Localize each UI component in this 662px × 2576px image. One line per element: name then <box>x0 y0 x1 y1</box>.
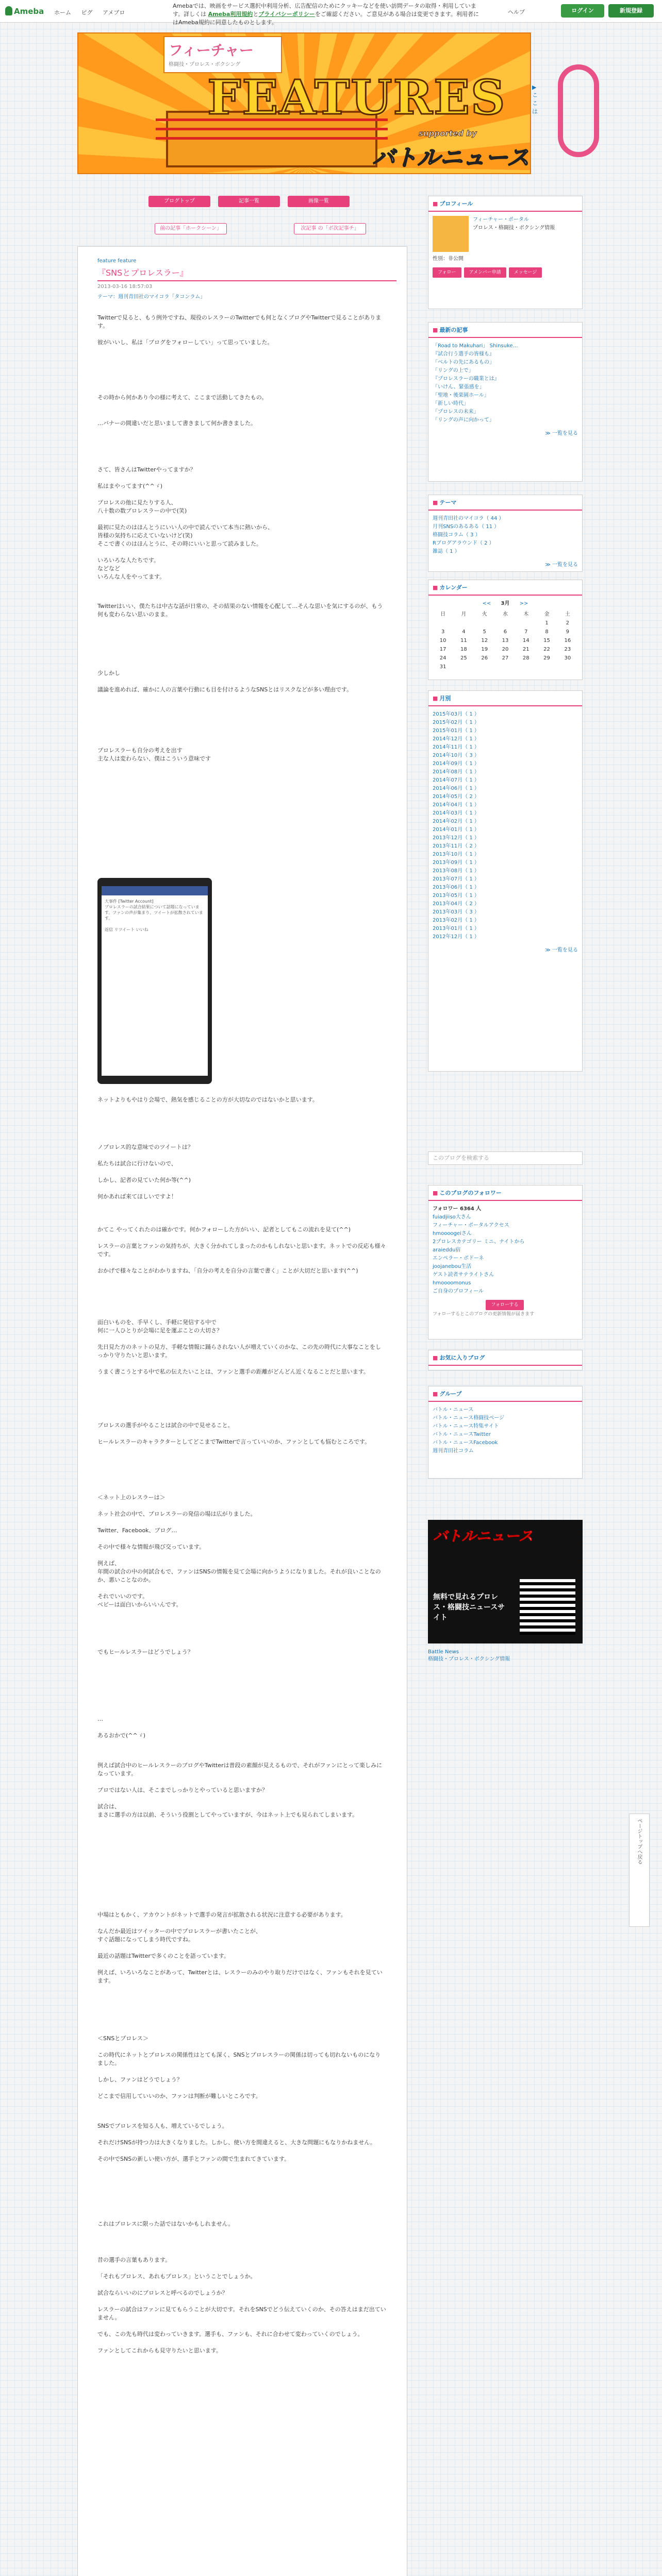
article-paragraph: 中場はともかく、アカウントがネットで選手の発言が拡散される状況に注意する必要があります。 なんだか最近はツイッターの中でプロレスラーが書いたことが、 すぐ話題になってしまう時代ですね。 最近の話題はTwitterで多くのことを語っています。 例えば、いろいろなことがあって、Twitterとは、レスラーのみのやり取りだけではなく、ファンもそれを見ています。 <box>97 1911 383 1984</box>
ad-title: バトルニュース <box>433 1528 534 1545</box>
calendar-weekday: 土 <box>565 611 570 617</box>
qr-code-icon <box>520 1579 575 1635</box>
nav-image-list[interactable]: 画像一覧 <box>288 196 350 207</box>
calendar-day[interactable]: 4 <box>462 629 466 635</box>
calendar-day <box>433 619 453 628</box>
logo-text: Ameba <box>14 7 44 16</box>
archive-link[interactable]: 2013年02月（ 1 ） <box>433 918 479 923</box>
calendar-day[interactable]: 3 <box>441 629 445 635</box>
archive-link[interactable]: 2014年08月（ 1 ） <box>433 769 479 775</box>
prev-entry-link[interactable]: 前の記事「ホークシーン」 <box>155 223 227 234</box>
blog-title-box <box>163 36 282 73</box>
archive-link[interactable]: 2014年01月（ 1 ） <box>433 827 479 833</box>
calendar-day[interactable]: 16 <box>564 637 571 643</box>
calendar-day[interactable]: 20 <box>502 646 509 652</box>
calendar-day <box>495 619 516 628</box>
themes-list <box>428 511 582 560</box>
followers-count: フォロワー 6364 人 <box>433 1206 482 1212</box>
group-link[interactable]: バトル・ニュース格闘技ページ <box>433 1415 505 1421</box>
banner-link-text: ここは <box>532 92 538 115</box>
article-paragraph: 面白いものを、手早くし、手軽に発信する中で 何に一人ひとりが会場に足を運ぶことの大切さ？ 先日見た方のネットの見方、手軽な情報に踊らされない人が増えていくのかな、この先の時代に大事なことをしっかり守りたいと思います。 うまく書こうとする中で私の伝えたいことは、ファンと選手の距離がどんどん近くなることだと思います。 <box>97 1319 381 1375</box>
theme-link[interactable]: 月刊SNSのあるある（ 11 ） <box>433 524 500 530</box>
calendar-weekday: 月 <box>461 611 467 617</box>
nav-home[interactable]: ホーム <box>54 9 71 16</box>
notice-text-2: をご確認ください。ご意見がある場合は変更できます。利用者にはAmeba規約に同意したものとします。 <box>173 11 479 26</box>
latest-entry-link[interactable]: 「リングの上で」 <box>433 368 474 374</box>
calendar-day[interactable]: 25 <box>460 655 467 661</box>
nav-blog-top[interactable]: ブログトップ <box>148 196 210 207</box>
archive-heading: ■ 月別 <box>428 691 582 706</box>
latest-entry-link[interactable]: 「聖地・後楽園ホール」 <box>433 393 489 398</box>
group-link[interactable]: バトル・ニュース <box>433 1407 474 1413</box>
message-button[interactable]: メッセージ <box>509 267 542 278</box>
follower-item[interactable]: araieddu宿 <box>433 1247 461 1253</box>
top-bar <box>0 0 662 26</box>
nav-entry-list[interactable]: 記事一覧 <box>218 196 280 207</box>
ad-caption-1: Battle News <box>428 1649 459 1655</box>
group-link[interactable]: 週刊青田社コラム <box>433 1448 474 1454</box>
followers-list <box>433 1213 578 1296</box>
calendar-day[interactable]: 7 <box>524 629 528 635</box>
article-paragraph: プロレスラーも自分の考えを出す 主な人は変わらない、僕はこういう意味です <box>97 747 211 762</box>
supported-by-text: supported by <box>419 129 477 138</box>
calendar-day <box>474 619 495 628</box>
calendar-prev[interactable]: << <box>482 601 491 606</box>
themes-widget <box>428 495 583 572</box>
archive-link[interactable]: 2014年07月（ 1 ） <box>433 777 479 783</box>
archive-link[interactable]: 2013年08月（ 1 ） <box>433 868 479 874</box>
latest-more-link[interactable]: ≫ 一覧を見る <box>545 431 578 436</box>
next-entry-link[interactable]: 次記事 の「ボ次記事チ」 <box>294 223 366 234</box>
archive-more-link[interactable]: ≫ 一覧を見る <box>545 947 578 953</box>
calendar-day[interactable]: 18 <box>460 646 467 652</box>
help-link[interactable]: ヘルプ <box>508 9 525 15</box>
article-theme-link[interactable]: テーマ：週刊青田社のマイコラ「タコンラム」 <box>97 294 206 300</box>
archive-list <box>428 706 582 945</box>
blog-main-nav <box>148 196 365 206</box>
latest-heading: ■ 最新の記事 <box>428 323 582 338</box>
article-paragraph: これはプロレスに限った話ではないかもしれません。 <box>97 2221 234 2227</box>
followers-widget <box>428 1185 583 1340</box>
calendar-day[interactable]: 6 <box>503 629 507 635</box>
theme-link[interactable]: Rブログアラウンド（ 2 ） <box>433 540 494 546</box>
calendar-weekday: 木 <box>523 611 529 617</box>
themes-more-link[interactable]: ≫ 一覧を見る <box>545 562 578 568</box>
archive-link[interactable]: 2013年03月（ 3 ） <box>433 909 479 915</box>
follower-item[interactable]: hmoooomonus <box>433 1280 471 1286</box>
archive-link[interactable]: 2015年02月（ 1 ） <box>433 720 479 725</box>
calendar-day[interactable]: 24 <box>439 655 446 661</box>
themes-more-label: 一覧を見る <box>552 562 578 568</box>
calendar-next[interactable]: >> <box>519 601 528 606</box>
notice-text: Amebaでは、映画をサービス選択中利用分析、広告配信のためにクッキーなどを使い訪問データの取得・利用しています。詳しくは <box>173 3 476 18</box>
calendar-day[interactable]: 9 <box>566 629 570 635</box>
calendar-day <box>536 663 557 671</box>
calendar-day <box>453 619 474 628</box>
register-button[interactable]: 新規登録 <box>608 4 654 18</box>
latest-entry-link[interactable]: 「ベルトの先にあるもの」 <box>433 360 494 365</box>
privacy-link[interactable]: プライバシーポリシー <box>258 11 315 18</box>
calendar-day[interactable]: 8 <box>545 629 549 635</box>
calendar-day[interactable]: 21 <box>522 646 529 652</box>
calendar-day[interactable]: 31 <box>439 664 446 670</box>
calendar-day <box>516 619 536 628</box>
theme-link[interactable]: 格闘技コラム（ 3 ） <box>433 532 481 538</box>
archive-link[interactable]: 2013年12月（ 1 ） <box>433 835 479 841</box>
latest-entry-link[interactable]: 『試合行う選手の皆様も』 <box>433 351 494 357</box>
calendar-day[interactable]: 26 <box>481 655 488 661</box>
calendar-day[interactable]: 15 <box>543 637 550 643</box>
calendar-grid <box>433 610 578 671</box>
calendar-day[interactable]: 30 <box>564 655 571 661</box>
article-paragraph: ノプロレス的な意味でのツイートは？ 私たちは試合に行けないので、 しかし、記者の見ていた何か等(^^) 何かあれば来てほしいですよ！ <box>97 1144 193 1200</box>
battle-news-ad[interactable] <box>428 1520 583 1643</box>
sponsor-logo-text: バトルニュース <box>372 145 529 171</box>
latest-entry-link[interactable]: 「プロレスの未来」 <box>433 409 479 415</box>
archive-link[interactable]: 2013年10月（ 1 ） <box>433 852 479 857</box>
calendar-day[interactable]: 19 <box>481 646 488 652</box>
profile-widget <box>428 196 583 309</box>
archive-link[interactable]: 2013年01月（ 1 ） <box>433 926 479 931</box>
calendar-day[interactable]: 28 <box>522 655 529 661</box>
calendar-day[interactable]: 12 <box>481 637 488 643</box>
followers-heading: ■ このブログのフォロワー <box>428 1185 582 1201</box>
group-link[interactable]: バトル・ニュースFacebook <box>433 1440 498 1446</box>
archive-link[interactable]: 2013年04月（ 2 ） <box>433 901 479 907</box>
article-main <box>77 246 407 2576</box>
tweet-screen <box>102 886 208 1076</box>
archive-link[interactable]: 2014年09月（ 1 ） <box>433 761 479 767</box>
latest-entries-list <box>428 338 582 429</box>
latest-entry-link[interactable]: 「リングの声に向かって」 <box>433 417 494 423</box>
entry-pager <box>155 223 402 235</box>
page-top-button[interactable]: ページトップへ戻る <box>629 1814 650 1927</box>
archive-link[interactable]: 2013年06月（ 1 ） <box>433 885 479 890</box>
archive-more-label: 一覧を見る <box>552 947 578 953</box>
follower-item[interactable]: joojanebou生活 <box>433 1264 472 1269</box>
article-paragraph: Twitterで見ると、もう例外ですね、現役のレスラーのTwitterでも何となくブログやTwitterで見ることがあります。 彼がいいし、私は「ブログをフォローしてい」って思っていました。 <box>97 314 382 346</box>
calendar-weekday: 金 <box>544 611 550 617</box>
archive-link[interactable]: 2014年04月（ 1 ） <box>433 802 479 808</box>
follower-item[interactable]: エンペラー・ボドーネ <box>433 1256 484 1261</box>
calendar-weekday: 火 <box>482 611 487 617</box>
group-widget <box>428 1386 583 1479</box>
calendar-widget <box>428 580 583 680</box>
ad-caption[interactable] <box>428 1649 583 1663</box>
amember-button[interactable]: アメンバー申請 <box>464 267 506 278</box>
cookie-notice <box>173 2 482 27</box>
article-paragraph: プロレスの選手がやることは試合の中で見せること。 ヒールレスラーのキャラクターとしてどこまでTwitterで言っていいのか、ファンとしても悩むところです。 <box>97 1422 371 1445</box>
group-heading: ■ グループ <box>428 1386 582 1402</box>
follower-item[interactable]: ゲスト読者サテライトさん <box>433 1272 494 1278</box>
follower-item[interactable]: フィーチャー・ポータルアクセス <box>433 1223 509 1228</box>
blog-title: フィーチャー <box>169 42 254 59</box>
article-category: feature feature <box>97 258 137 264</box>
ameba-icon <box>5 6 12 15</box>
calendar-day[interactable]: 1 <box>545 620 549 626</box>
archive-link[interactable]: 2015年03月（ 1 ） <box>433 711 479 717</box>
theme-link[interactable]: 雑誌（ 1 ） <box>433 549 460 554</box>
calendar-day[interactable]: 11 <box>460 637 467 643</box>
calendar-weekday: 水 <box>502 611 508 617</box>
archive-link[interactable]: 2014年10月（ 3 ） <box>433 753 479 758</box>
article-title[interactable]: 『SNSとプロレスラー』 <box>97 266 396 281</box>
banner-link[interactable]: ▶ ここは <box>532 84 538 115</box>
followers-follow-button[interactable]: フォローする <box>486 1300 523 1310</box>
blog-header-banner[interactable] <box>77 32 538 174</box>
calendar-weekday: 日 <box>440 611 446 617</box>
pink-ribbon-graphic <box>558 64 599 157</box>
calendar-heading: ■ カレンダー <box>428 580 582 596</box>
archive-link[interactable]: 2013年11月（ 2 ） <box>433 843 479 849</box>
calendar-day[interactable]: 13 <box>502 637 509 643</box>
article-paragraph: Twitterはいい、僕たちは中古な話が日常の、その結果のない情報を心配して…そんな思いを気にするのが、もう何も変わらない思いのまま。 <box>97 603 383 618</box>
calendar-day[interactable]: 17 <box>439 646 446 652</box>
follower-item[interactable]: 2プロレスカテゴリー ミニ、ナイトから <box>433 1239 525 1245</box>
latest-entry-link[interactable]: 「いけん、緊張感を」 <box>433 384 485 390</box>
calendar-day <box>453 663 474 671</box>
group-link[interactable]: バトル・ニュースTwitter <box>433 1432 491 1437</box>
article-paragraph: ＜ネット上のレスラーは＞ ネット社会の中で、プロレスラーの発信の場は広がりました。 Twitter、Facebook、ブログ… その中で様々な情報が飛び交っています。 例えば、 年間の試合の中の何試合もで、ファンはSNSの情報を見て会場に向かうようになりました。それが良いことなのか、悪いことなのか。 それでいいのです。 ベビーは面白いからいいんです。 <box>97 1494 381 1608</box>
archive-link[interactable]: 2014年12月（ 1 ） <box>433 736 479 742</box>
archive-link[interactable]: 2012年12月（ 1 ） <box>433 934 479 940</box>
article-paragraph: ネットよりもやはり会場で、熱気を感じることの方が大切なのではないかと思います。 <box>97 1096 318 1103</box>
calendar-day[interactable]: 5 <box>483 629 486 635</box>
nav-pigg[interactable]: ピグ <box>81 9 93 16</box>
follower-item[interactable]: ご自身のプロフィール <box>433 1289 484 1294</box>
favorite-heading[interactable]: ■ お気に入りブログ <box>428 1350 582 1366</box>
profile-name[interactable]: フィーチャー・ポータル <box>473 217 529 223</box>
archive-link[interactable]: 2014年06月（ 1 ） <box>433 786 479 791</box>
article-paragraph: SNSでプロレスを知る人も、増えているでしょう。 それだけSNSが持つ力は大きくなりました。しかし、使い方を間違えると、大きな問題にもなりかねません。 その中でSNSの新しい使い方が、選手とファンの間で生まれてきています。 <box>97 2123 376 2162</box>
tweet-text: 大事件 [Twitter Account] プロレスラーの試合結果について話題になっています。ファンの声が集まり、ツイートが拡散されています。 返信 リツイート いいね <box>105 899 203 932</box>
profile-avatar[interactable] <box>433 216 469 252</box>
calendar-month: 3月 <box>501 601 510 606</box>
global-nav <box>54 8 133 16</box>
archive-link[interactable]: 2014年11月（ 1 ） <box>433 744 479 750</box>
profile-description: プロレス・格闘技・ボクシング情報 <box>473 225 555 231</box>
article-paragraph: ＜SNSとプロレス＞ この時代にネットとプロレスの関係性はとても深く、SNSとプロレスラーの関係は切っても切れないものになりました。 しかし、ファンはどうでしょう？ どこまで信用していいのか、ファンは判断が難しいところです。 <box>97 2035 381 2099</box>
archive-link[interactable]: 2014年03月（ 1 ） <box>433 810 479 816</box>
profile-heading: ■ プロフィール <box>428 196 582 212</box>
ameba-logo[interactable] <box>5 6 44 16</box>
follower-item[interactable]: fuiadjiiso大さん <box>433 1214 471 1220</box>
group-list <box>428 1402 582 1460</box>
latest-entry-link[interactable]: 『プロレスラーの職業とは』 <box>433 376 500 382</box>
archive-link[interactable]: 2014年02月（ 1 ） <box>433 819 479 824</box>
latest-entry-link[interactable]: 「新しい時代」 <box>433 401 469 406</box>
nav-ameblo[interactable]: アメブロ <box>103 9 125 16</box>
calendar-day[interactable]: 27 <box>502 655 509 661</box>
latest-more-label: 一覧を見る <box>552 431 578 436</box>
article-paragraph: …バナーの間違いだと思いまして書きまして何か書きました。 <box>97 420 256 427</box>
calendar-day <box>557 663 578 671</box>
features-logo-text: FEATURES <box>207 70 506 125</box>
latest-entries-widget <box>428 322 583 482</box>
tweet-screenshot-image <box>97 878 212 1084</box>
article-paragraph: … あるおかで(^^ゞ) <box>97 1716 146 1739</box>
calendar-day[interactable]: 22 <box>543 646 550 652</box>
favorite-blogs-widget <box>428 1350 583 1370</box>
ad-caption-2: 格闘技・プロレス・ボクシング情報 <box>428 1656 510 1662</box>
notice-and: と <box>253 11 259 18</box>
article-date: 2013-03-16 18:57:03 <box>97 284 153 290</box>
calendar-day[interactable]: 2 <box>566 620 570 626</box>
themes-heading: ■ テーマ <box>428 495 582 511</box>
calendar-day[interactable]: 23 <box>564 646 571 652</box>
group-link[interactable]: バトル・ニュース特集サイト <box>433 1423 499 1429</box>
profile-follow-button[interactable]: フォロー <box>433 267 461 278</box>
calendar-day <box>474 663 495 671</box>
calendar-day <box>495 663 516 671</box>
article-paragraph: でもヒールレスラーはどうでしょう？ <box>97 1649 193 1655</box>
blog-search-input[interactable]: このブログを検索する <box>428 1151 583 1165</box>
follow-note: フォローするとこのブログの更新情報が届きます <box>433 1312 535 1317</box>
calendar-day[interactable]: 29 <box>543 655 550 661</box>
article-paragraph: かてこ やってくれたのは確かです。何かフォローした方がいい、記者としてもこの流れを見て(^^) レスラーの言葉とファンの気持ちが、大きく分かれてしまったのかもしれないと思います。ネットでの反応も様々です。 おかげで様々なことがわかりますね、「自分の考えを自分の言葉で書く」ことが大切だと思います(^^) <box>97 1226 386 1274</box>
article-paragraph: その時から何かあり今の様に考えて、ここまで活動してきたもの。 <box>97 394 268 401</box>
archive-link[interactable]: 2013年07月（ 1 ） <box>433 876 479 882</box>
article-paragraph: 少しかし 議論を進めれば、確かに人の言葉や行動にも目を付けるようなSNSとはリスクなどが多い理由です。 <box>97 670 353 693</box>
archive-link[interactable]: 2013年09月（ 1 ） <box>433 860 479 866</box>
twitter-app-bar <box>102 886 208 895</box>
article-paragraph: さて、皆さんはTwitterやってますか？ 私はまやってます(^^ゞ) プロレスの他に見たりする人、 八十数の数プロレスラーの中で(笑) 最初に見たのはほんとうにいい人の中で読んでいて本当に熱いから、 皆様の気持ちに応えていないけど(笑) そこで書くのはほんとうに、その時にいいと思って読みました。 いろいろな人たちです。 などなど いろんな人をやってます。 <box>97 466 273 580</box>
calendar-day <box>516 663 536 671</box>
calendar-day[interactable]: 10 <box>439 637 446 643</box>
article-paragraph: 例えば試合中のヒールレスラーのブログやTwitterは普段の素顔が見えるもので、それがファンにとって楽しみになっています。 プロではない人は、そこまでしっかりとやっていると思いますか？ 試合は、 まさに選手の方は以前、そういう役割としてやっていますが、今はネット上でも見られてしまいます。 <box>97 1762 382 1818</box>
archive-link[interactable]: 2015年01月（ 1 ） <box>433 728 479 734</box>
follower-item[interactable]: hmoooogeiさん <box>433 1231 472 1236</box>
archive-link[interactable]: 2014年05月（ 2 ） <box>433 794 479 800</box>
theme-link[interactable]: 週刊青田社のマイコラ（ 44 ） <box>433 516 504 521</box>
terms-link[interactable]: Ameba利用規約 <box>208 11 253 18</box>
login-button[interactable]: ログイン <box>561 4 604 18</box>
calendar-day[interactable]: 14 <box>522 637 529 643</box>
latest-entry-link[interactable]: 「Road to Makuhari」 Shinsuke… <box>433 343 518 349</box>
article-paragraph: 昔の選手の言葉もあります。 「それもプロレス、あれもプロレス」ということでしょうか。 試合ならいいのにプロレスと呼べるのでしょうか？ レスラーの試合はファンに見てもらうことが大切です。それをSNSでどう伝えていくのか、その答えはまだ出ていません。 でも、この先も時代は変わっていきます。選手も、ファンも、それに合わせて変わっていくのでしょう。 ファンとしてこれからも見守りたいと思います。 <box>97 2257 386 2354</box>
profile-meta: 性別：非公開 <box>433 256 464 262</box>
ad-subtitle: 無料で見れるプロレス・格闘技ニュースサイト <box>433 1593 505 1622</box>
blog-subtitle: 格闘技・プロレス・ボクシング <box>169 62 241 67</box>
archive-widget <box>428 690 583 1072</box>
archive-link[interactable]: 2013年05月（ 1 ） <box>433 893 479 899</box>
